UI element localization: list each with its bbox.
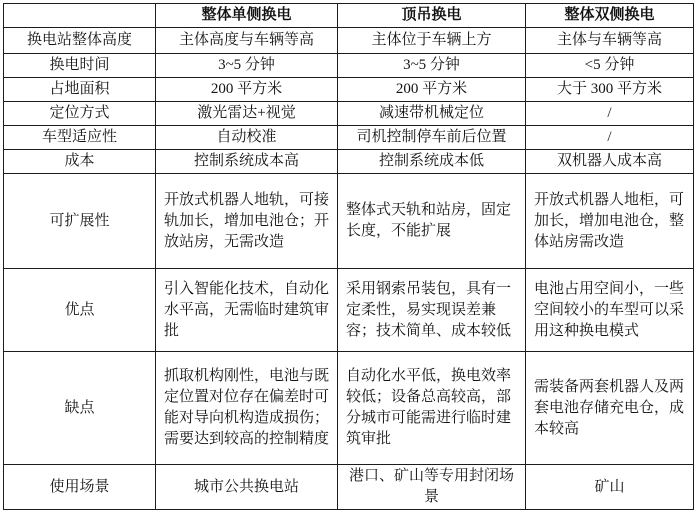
table-cell: 需装备两套机器人及两套电池存储充电仓，成本较高	[526, 352, 694, 465]
table-cell: 引入智能化技术，自动化水平高，无需临时建筑审批	[156, 269, 338, 352]
table-cell: 双机器人成本高	[526, 150, 694, 174]
table-body	[4, 28, 694, 510]
table-row	[4, 54, 694, 78]
table-cell: 控制系统成本高	[156, 150, 338, 174]
column-header-top-hoist: 顶吊换电	[338, 4, 526, 28]
table-cell: 开放式机器人地轨，可接轨加长，增加电池仓；开放站房，无需改造	[156, 174, 338, 269]
column-header-double-side: 整体双侧换电	[526, 4, 694, 28]
table-cell: 整体式天轨和站房，固定长度，不能扩展	[338, 174, 526, 269]
table-cell: 自动校准	[156, 126, 338, 150]
table-cell: <5 分钟	[526, 54, 694, 78]
column-header-blank	[4, 4, 156, 28]
table-row	[4, 174, 694, 269]
table-cell: /	[526, 126, 694, 150]
table-cell: 主体与车辆等高	[526, 28, 694, 54]
header-row	[4, 4, 694, 28]
table-cell: 主体高度与车辆等高	[156, 28, 338, 54]
row-label: 优点	[4, 269, 156, 352]
table-cell: 3~5 分钟	[156, 54, 338, 78]
table-row	[4, 126, 694, 150]
table-cell: 减速带机械定位	[338, 102, 526, 126]
table-cell: 自动化水平低，换电效率较低；设备总高较高，部分城市可能需进行临时建筑审批	[338, 352, 526, 465]
table-cell: 矿山	[526, 465, 694, 510]
row-label: 占地面积	[4, 78, 156, 102]
row-label: 换电站整体高度	[4, 28, 156, 54]
table-row	[4, 352, 694, 465]
table-row	[4, 78, 694, 102]
table-cell: 抓取机构刚性，电池与既定位置对位存在偏差时可能对导向机构造成损伤；需要达到较高的控制精度	[156, 352, 338, 465]
table-cell: 城市公共换电站	[156, 465, 338, 510]
table-row	[4, 269, 694, 352]
table-row	[4, 102, 694, 126]
table-cell: 开放式机器人地柜，可加长，增加电池仓，整体站房需改造	[526, 174, 694, 269]
row-label: 车型适应性	[4, 126, 156, 150]
table-row	[4, 465, 694, 510]
table-cell: /	[526, 102, 694, 126]
row-label: 定位方式	[4, 102, 156, 126]
row-label: 使用场景	[4, 465, 156, 510]
table-cell: 3~5 分钟	[338, 54, 526, 78]
table-cell: 大于 300 平方米	[526, 78, 694, 102]
table-cell: 200 平方米	[156, 78, 338, 102]
table-cell: 司机控制停车前后位置	[338, 126, 526, 150]
row-label: 换电时间	[4, 54, 156, 78]
table-cell: 200 平方米	[338, 78, 526, 102]
table-cell: 采用钢索吊装包，具有一定柔性，易实现误差兼容；技术简单、成本较低	[338, 269, 526, 352]
table-cell: 港口、矿山等专用封闭场景	[338, 465, 526, 510]
table-cell: 控制系统成本低	[338, 150, 526, 174]
row-label: 成本	[4, 150, 156, 174]
column-header-single-side: 整体单侧换电	[156, 4, 338, 28]
table-cell: 激光雷达+视觉	[156, 102, 338, 126]
table-cell: 主体位于车辆上方	[338, 28, 526, 54]
row-label: 可扩展性	[4, 174, 156, 269]
table-row	[4, 28, 694, 54]
row-label: 缺点	[4, 352, 156, 465]
table-row	[4, 150, 694, 174]
table-cell: 电池占用空间小，一些空间较小的车型可以采用这种换电模式	[526, 269, 694, 352]
comparison-table	[3, 3, 694, 510]
